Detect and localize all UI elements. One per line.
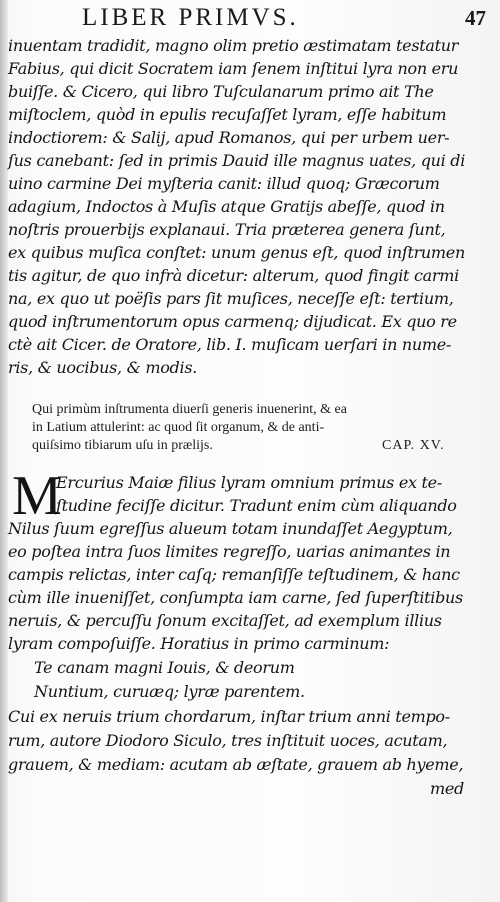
chapter-heading-line: Qui primùm inſtrumenta diuerſi generis inuenerint, & ea — [32, 402, 347, 417]
chapter-heading-line: in Latium attulerint: ac quod ſit organum, & de anti- — [32, 420, 325, 435]
text-line: ſtudine feciſſe dicitur. Tradunt enim cùm aliquando — [56, 496, 457, 515]
text-line: cùm ille inueniſſet, conſumpta iam carne, ſed ſuperſtitibus — [8, 588, 463, 607]
text-line: eo poſtea intra ſuos limites regreſſo, uarias animantes in — [8, 542, 451, 561]
text-line: ctè ait Cicer. de Oratore, lib. I. muſicam uerſari in nume- — [8, 335, 452, 354]
drop-cap: M — [12, 465, 62, 527]
text-line: quod inſtrumentorum opus carmenq; dijudicat. Ex quo re — [8, 312, 457, 331]
text-line: ex quibus muſica conſtet: unum genus eſt, quod inſtrumen — [8, 243, 465, 262]
text-line: buiſſe. & Cicero, qui libro Tuſculanarum primo ait The — [8, 82, 434, 101]
text-line: inuentam tradidit, magno olim pretio æstimatam testatur — [8, 36, 459, 55]
page-number: 47 — [465, 6, 486, 30]
text-line: indoctiorem: & Salij, apud Romanos, qui per urbem uer- — [8, 128, 450, 147]
text-line: ſus canebant: ſed in primis Dauid ille magnus uates, qui di — [8, 151, 466, 170]
text-line: Nilus ſuum egreſſus alueum totam inundaſſet Aegyptum, — [8, 519, 453, 538]
text-line: neruis, & percuſſu ſonum excitaſſet, ad exemplum illius — [8, 611, 442, 630]
text-line: ris, & uocibus, & modis. — [8, 358, 198, 377]
verse-line: Te canam magni Iouis, & deorum — [34, 658, 295, 677]
text-line: adagium, Indoctos à Muſis atque Gratijs abeſſe, quod in — [8, 197, 445, 216]
text-line: lyram compoſuiſſe. Horatius in primo carminum: — [8, 634, 390, 653]
chapter-label: CAP. XV. — [382, 438, 445, 453]
text-line: noſtris prouerbijs explanaui. Tria præterea genera ſunt, — [8, 220, 446, 239]
text-line: na, ex quo ut poëſis pars ſit muſices, neceſſe eſt: tertium, — [8, 289, 454, 308]
verse-line: Nuntium, curuæq; lyræ parentem. — [34, 682, 305, 701]
running-title: LIBER PRIMVS. — [82, 4, 299, 31]
page-header — [0, 4, 500, 34]
page-gutter-shadow — [0, 0, 8, 902]
text-line: miſtoclem, quòd in epulis recuſaſſet lyram, eſſe habitum — [8, 105, 447, 124]
text-line: campis relictas, inter caſq; remanſiſſe teſtudinem, & hanc — [8, 565, 460, 584]
text-line: Fabius, qui dicit Socratem iam ſenem inſtitui lyra non eru — [8, 59, 459, 78]
text-line: Ercurius Maiæ filius lyram omnium primus ex te- — [56, 473, 442, 492]
text-line: uino carmine Dei myſteria canit: illud quoq; Græcorum — [8, 174, 440, 193]
text-line: tis agitur, de quo infrà dicetur: alterum, quod fingit carmi — [8, 266, 459, 285]
text-line: rum, autore Diodoro Siculo, tres inſtituit uoces, acutam, — [8, 731, 448, 750]
chapter-heading-line: quiſsimo tibiarum uſu in prælijs. — [32, 438, 213, 453]
text-line: grauem, & mediam: acutam ab æſtate, grauem ab hyeme, — [8, 755, 464, 774]
text-line: Cui ex neruis trium chordarum, inſtar trium anni tempo- — [8, 707, 450, 726]
catchword: med — [430, 779, 464, 798]
